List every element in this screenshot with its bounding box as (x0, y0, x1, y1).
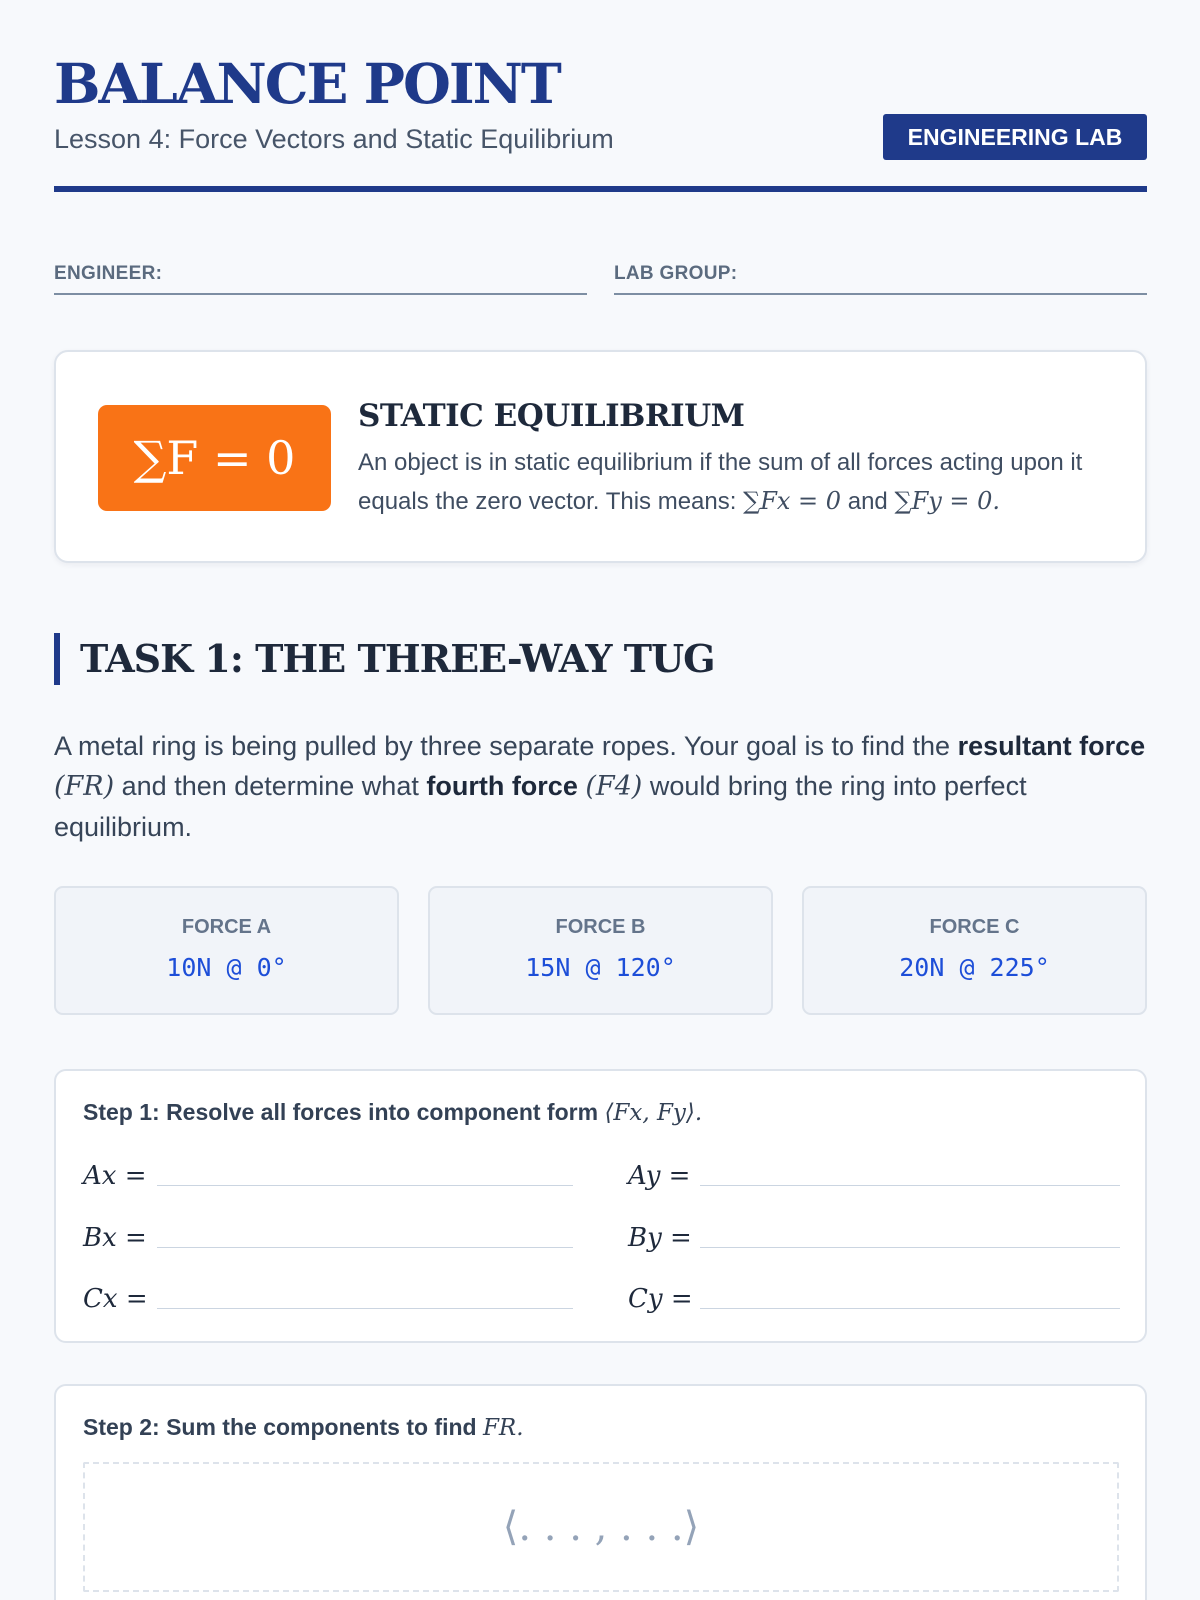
concept-description (358, 444, 1106, 521)
force-label: FORCE C (929, 916, 1020, 938)
force-label: FORCE B (555, 916, 646, 938)
step-1-card (54, 1069, 1147, 1343)
component-form-notation: ⟨Fx, Fy⟩. (604, 1100, 703, 1126)
step-2-title (83, 1414, 524, 1441)
task-accent-bar (54, 633, 60, 685)
equilibrium-formula: ∑F = 0 (133, 431, 296, 485)
step-2-title-text: Step 2: Sum the components to find (83, 1414, 477, 1440)
equilibrium-formula-badge (98, 405, 331, 511)
step-2-card (54, 1384, 1147, 1600)
task-title: TASK 1: THE THREE-WAY TUG (80, 636, 715, 681)
lesson-subtitle: Lesson 4: Force Vectors and Static Equilibrium (54, 124, 614, 154)
fourth-force-term: fourth force (426, 771, 578, 801)
component-label: Cy = (628, 1284, 693, 1314)
force-value: 15N @ 120° (525, 953, 676, 982)
engineer-field[interactable] (54, 258, 587, 295)
concept-body-text: An object is in static equilibrium if the sum of all forces acting upon it equals the zero vector. This means: (358, 449, 1083, 515)
component-row-ax (83, 1161, 573, 1201)
resultant-notation: FR. (482, 1415, 524, 1441)
force-card-c (802, 886, 1147, 1015)
lab-group-label: LAB GROUP: (614, 263, 738, 284)
resultant-symbol: (FR) (54, 771, 115, 802)
component-row-ay (628, 1161, 1120, 1201)
component-row-cy (628, 1284, 1120, 1324)
lab-group-field[interactable] (614, 258, 1147, 295)
equilibrium-concept-card (54, 350, 1147, 563)
task-description (54, 726, 1147, 847)
component-label: Ax = (83, 1161, 147, 1191)
concept-conjunction: and (847, 488, 888, 515)
engineering-lab-badge: ENGINEERING LAB (883, 114, 1147, 160)
task-desc-part2: and then determine what (114, 771, 427, 801)
header-divider (54, 186, 1147, 192)
component-label: Ay = (628, 1161, 691, 1191)
task-desc-part3: would bring the ring into perfect equilibrium. (54, 771, 1027, 842)
component-label: Bx = (83, 1223, 147, 1253)
sum-fx-equation: ∑Fx = 0 (743, 487, 842, 515)
concept-title: STATIC EQUILIBRIUM (358, 398, 745, 434)
force-value: 10N @ 0° (166, 953, 287, 982)
step-1-title (83, 1099, 702, 1126)
component-row-bx (83, 1223, 573, 1263)
component-label: By = (628, 1223, 692, 1253)
step-1-title-text: Step 1: Resolve all forces into component form (83, 1099, 599, 1125)
answer-line[interactable] (157, 1247, 573, 1248)
page-title: BALANCE POINT (54, 51, 560, 116)
resultant-force-term: resultant force (957, 731, 1146, 761)
component-row-cx (83, 1284, 573, 1324)
component-row-by (628, 1223, 1120, 1263)
force-card-b (428, 886, 773, 1015)
answer-line[interactable] (157, 1308, 573, 1309)
sum-fy-equation: ∑Fy = 0. (894, 487, 1001, 515)
force-label: FORCE A (181, 916, 272, 938)
task-desc-part1: A metal ring is being pulled by three separate ropes. Your goal is to find the (54, 731, 958, 761)
answer-line[interactable] (700, 1308, 1120, 1309)
answer-line[interactable] (700, 1185, 1120, 1186)
answer-line[interactable] (157, 1185, 573, 1186)
resultant-placeholder: ⟨. . . , . . .⟩ (502, 1504, 700, 1550)
answer-line[interactable] (700, 1247, 1120, 1248)
fourth-force-symbol: (F4) (585, 771, 643, 802)
engineer-label: ENGINEER: (54, 263, 163, 284)
resultant-answer-box[interactable] (83, 1462, 1119, 1592)
force-value: 20N @ 225° (899, 953, 1050, 982)
component-label: Cx = (83, 1284, 148, 1314)
force-card-a (54, 886, 399, 1015)
